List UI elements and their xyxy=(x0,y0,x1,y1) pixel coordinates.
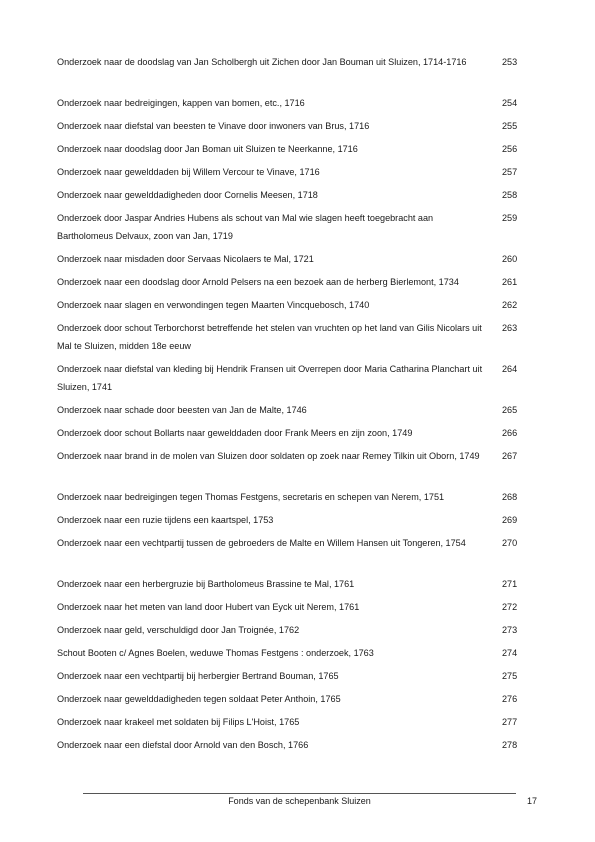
entry-number: 268 xyxy=(502,492,518,502)
list-item xyxy=(57,274,522,292)
entry-description: Onderzoek naar een vechtpartij tussen de gebroeders de Malte en Willem Hansen uit Tongeren, 1754 xyxy=(57,538,466,548)
entry-description: Onderzoek naar schade door beesten van Jan de Malte, 1746 xyxy=(57,405,307,415)
list-item xyxy=(57,402,522,420)
entry-description: Onderzoek naar gewelddadigheden tegen soldaat Peter Anthoin, 1765 xyxy=(57,694,341,704)
entry-description: Onderzoek naar een vechtpartij bij herbergier Bertrand Bouman, 1765 xyxy=(57,671,339,681)
entry-number: 264 xyxy=(502,364,518,374)
entry-description: Onderzoek naar de doodslag van Jan Scholbergh uit Zichen door Jan Bouman uit Sluizen, 1714-1716 xyxy=(57,57,467,67)
entry-description: Onderzoek naar misdaden door Servaas Nicolaers te Mal, 1721 xyxy=(57,254,314,264)
entry-description: Onderzoek naar diefstal van kleding bij Hendrik Fransen uit Overrepen door Maria Catharina Planchart uit Sluizen, 1741 xyxy=(57,364,483,392)
entry-description: Onderzoek naar een diefstal door Arnold van den Bosch, 1766 xyxy=(57,740,309,750)
list-item xyxy=(57,691,522,709)
entry-description: Onderzoek naar brand in de molen van Sluizen door soldaten op zoek naar Remey Tilkin uit Oborn, 1749 xyxy=(57,451,480,461)
entry-number: 262 xyxy=(502,300,518,310)
entry-number: 253 xyxy=(502,57,518,67)
entry-number: 263 xyxy=(502,323,518,333)
list-item xyxy=(57,622,522,640)
entry-number: 259 xyxy=(502,213,518,223)
entry-description: Onderzoek naar het meten van land door Hubert van Eyck uit Nerem, 1761 xyxy=(57,602,360,612)
list-item xyxy=(57,448,522,466)
list-item xyxy=(57,535,522,553)
page-number: 17 xyxy=(527,796,538,806)
entry-number: 276 xyxy=(502,694,518,704)
footer-title: Fonds van de schepenbank Sluizen xyxy=(228,796,371,806)
entry-description: Onderzoek naar een ruzie tijdens een kaartspel, 1753 xyxy=(57,515,274,525)
entry-number: 274 xyxy=(502,648,518,658)
entry-number: 278 xyxy=(502,740,518,750)
entry-description: Onderzoek door Jaspar Andries Hubens als schout van Mal wie slagen heeft toegebracht aan Bartholomeus Delvaux, zoon van Jan, 1719 xyxy=(57,213,434,241)
list-item xyxy=(57,210,522,245)
entry-number: 267 xyxy=(502,451,518,461)
footer-divider xyxy=(83,793,516,794)
list-item xyxy=(57,297,522,315)
list-item xyxy=(57,320,522,355)
list-item xyxy=(57,576,522,594)
entry-number: 257 xyxy=(502,167,518,177)
entry-description: Onderzoek naar doodslag door Jan Boman uit Sluizen te Neerkanne, 1716 xyxy=(57,144,358,154)
list-item xyxy=(57,361,522,396)
list-item xyxy=(57,164,522,182)
entry-description: Onderzoek naar een herbergruzie bij Bartholomeus Brassine te Mal, 1761 xyxy=(57,579,355,589)
entry-description: Onderzoek naar slagen en verwondingen tegen Maarten Vincquebosch, 1740 xyxy=(57,300,370,310)
entry-number: 261 xyxy=(502,277,518,287)
list-item xyxy=(57,425,522,443)
list-item xyxy=(57,668,522,686)
list-item xyxy=(57,512,522,530)
entry-description: Schout Booten c/ Agnes Boelen, weduwe Thomas Festgens : onderzoek, 1763 xyxy=(57,648,374,658)
list-item xyxy=(57,251,522,269)
entry-number: 258 xyxy=(502,190,518,200)
entry-description: Onderzoek door schout Bollarts naar gewelddaden door Frank Meers en zijn zoon, 1749 xyxy=(57,428,413,438)
entry-number: 270 xyxy=(502,538,518,548)
list-item xyxy=(57,141,522,159)
entry-description: Onderzoek naar bedreigingen tegen Thomas Festgens, secretaris en schepen van Nerem, 1751 xyxy=(57,492,445,502)
list-item xyxy=(57,737,522,755)
list-item xyxy=(57,489,522,507)
entry-description: Onderzoek naar gewelddadigheden door Cornelis Meesen, 1718 xyxy=(57,190,318,200)
list-item xyxy=(57,599,522,617)
entry-description: Onderzoek naar een doodslag door Arnold Pelsers na een bezoek aan de herberg Bierlemont, 1734 xyxy=(57,277,459,287)
entry-number: 254 xyxy=(502,98,518,108)
entry-number: 266 xyxy=(502,428,518,438)
entry-description: Onderzoek naar geld, verschuldigd door Jan Troignée, 1762 xyxy=(57,625,300,635)
list-item xyxy=(57,645,522,663)
entry-description: Onderzoek naar krakeel met soldaten bij Filips L'Hoist, 1765 xyxy=(57,717,300,727)
entry-description: Onderzoek naar diefstal van beesten te Vinave door inwoners van Brus, 1716 xyxy=(57,121,370,131)
entry-description: Onderzoek naar bedreigingen, kappen van bomen, etc., 1716 xyxy=(57,98,305,108)
entry-number: 260 xyxy=(502,254,518,264)
list-item xyxy=(57,54,522,72)
entry-number: 272 xyxy=(502,602,518,612)
list-item xyxy=(57,95,522,113)
entry-number: 271 xyxy=(502,579,518,589)
list-item xyxy=(57,118,522,136)
entry-number: 277 xyxy=(502,717,518,727)
entry-number: 273 xyxy=(502,625,518,635)
entry-description: Onderzoek naar gewelddaden bij Willem Vercour te Vinave, 1716 xyxy=(57,167,320,177)
list-item xyxy=(57,714,522,732)
entry-number: 256 xyxy=(502,144,518,154)
entry-number: 269 xyxy=(502,515,518,525)
list-item xyxy=(57,187,522,205)
entry-number: 255 xyxy=(502,121,518,131)
entry-number: 265 xyxy=(502,405,518,415)
entry-description: Onderzoek door schout Terborchorst betreffende het stelen van vruchten op het land van Gilis Nicolars uit Mal te Sluizen, midden 18e eeuw xyxy=(57,323,482,351)
entry-number: 275 xyxy=(502,671,518,681)
